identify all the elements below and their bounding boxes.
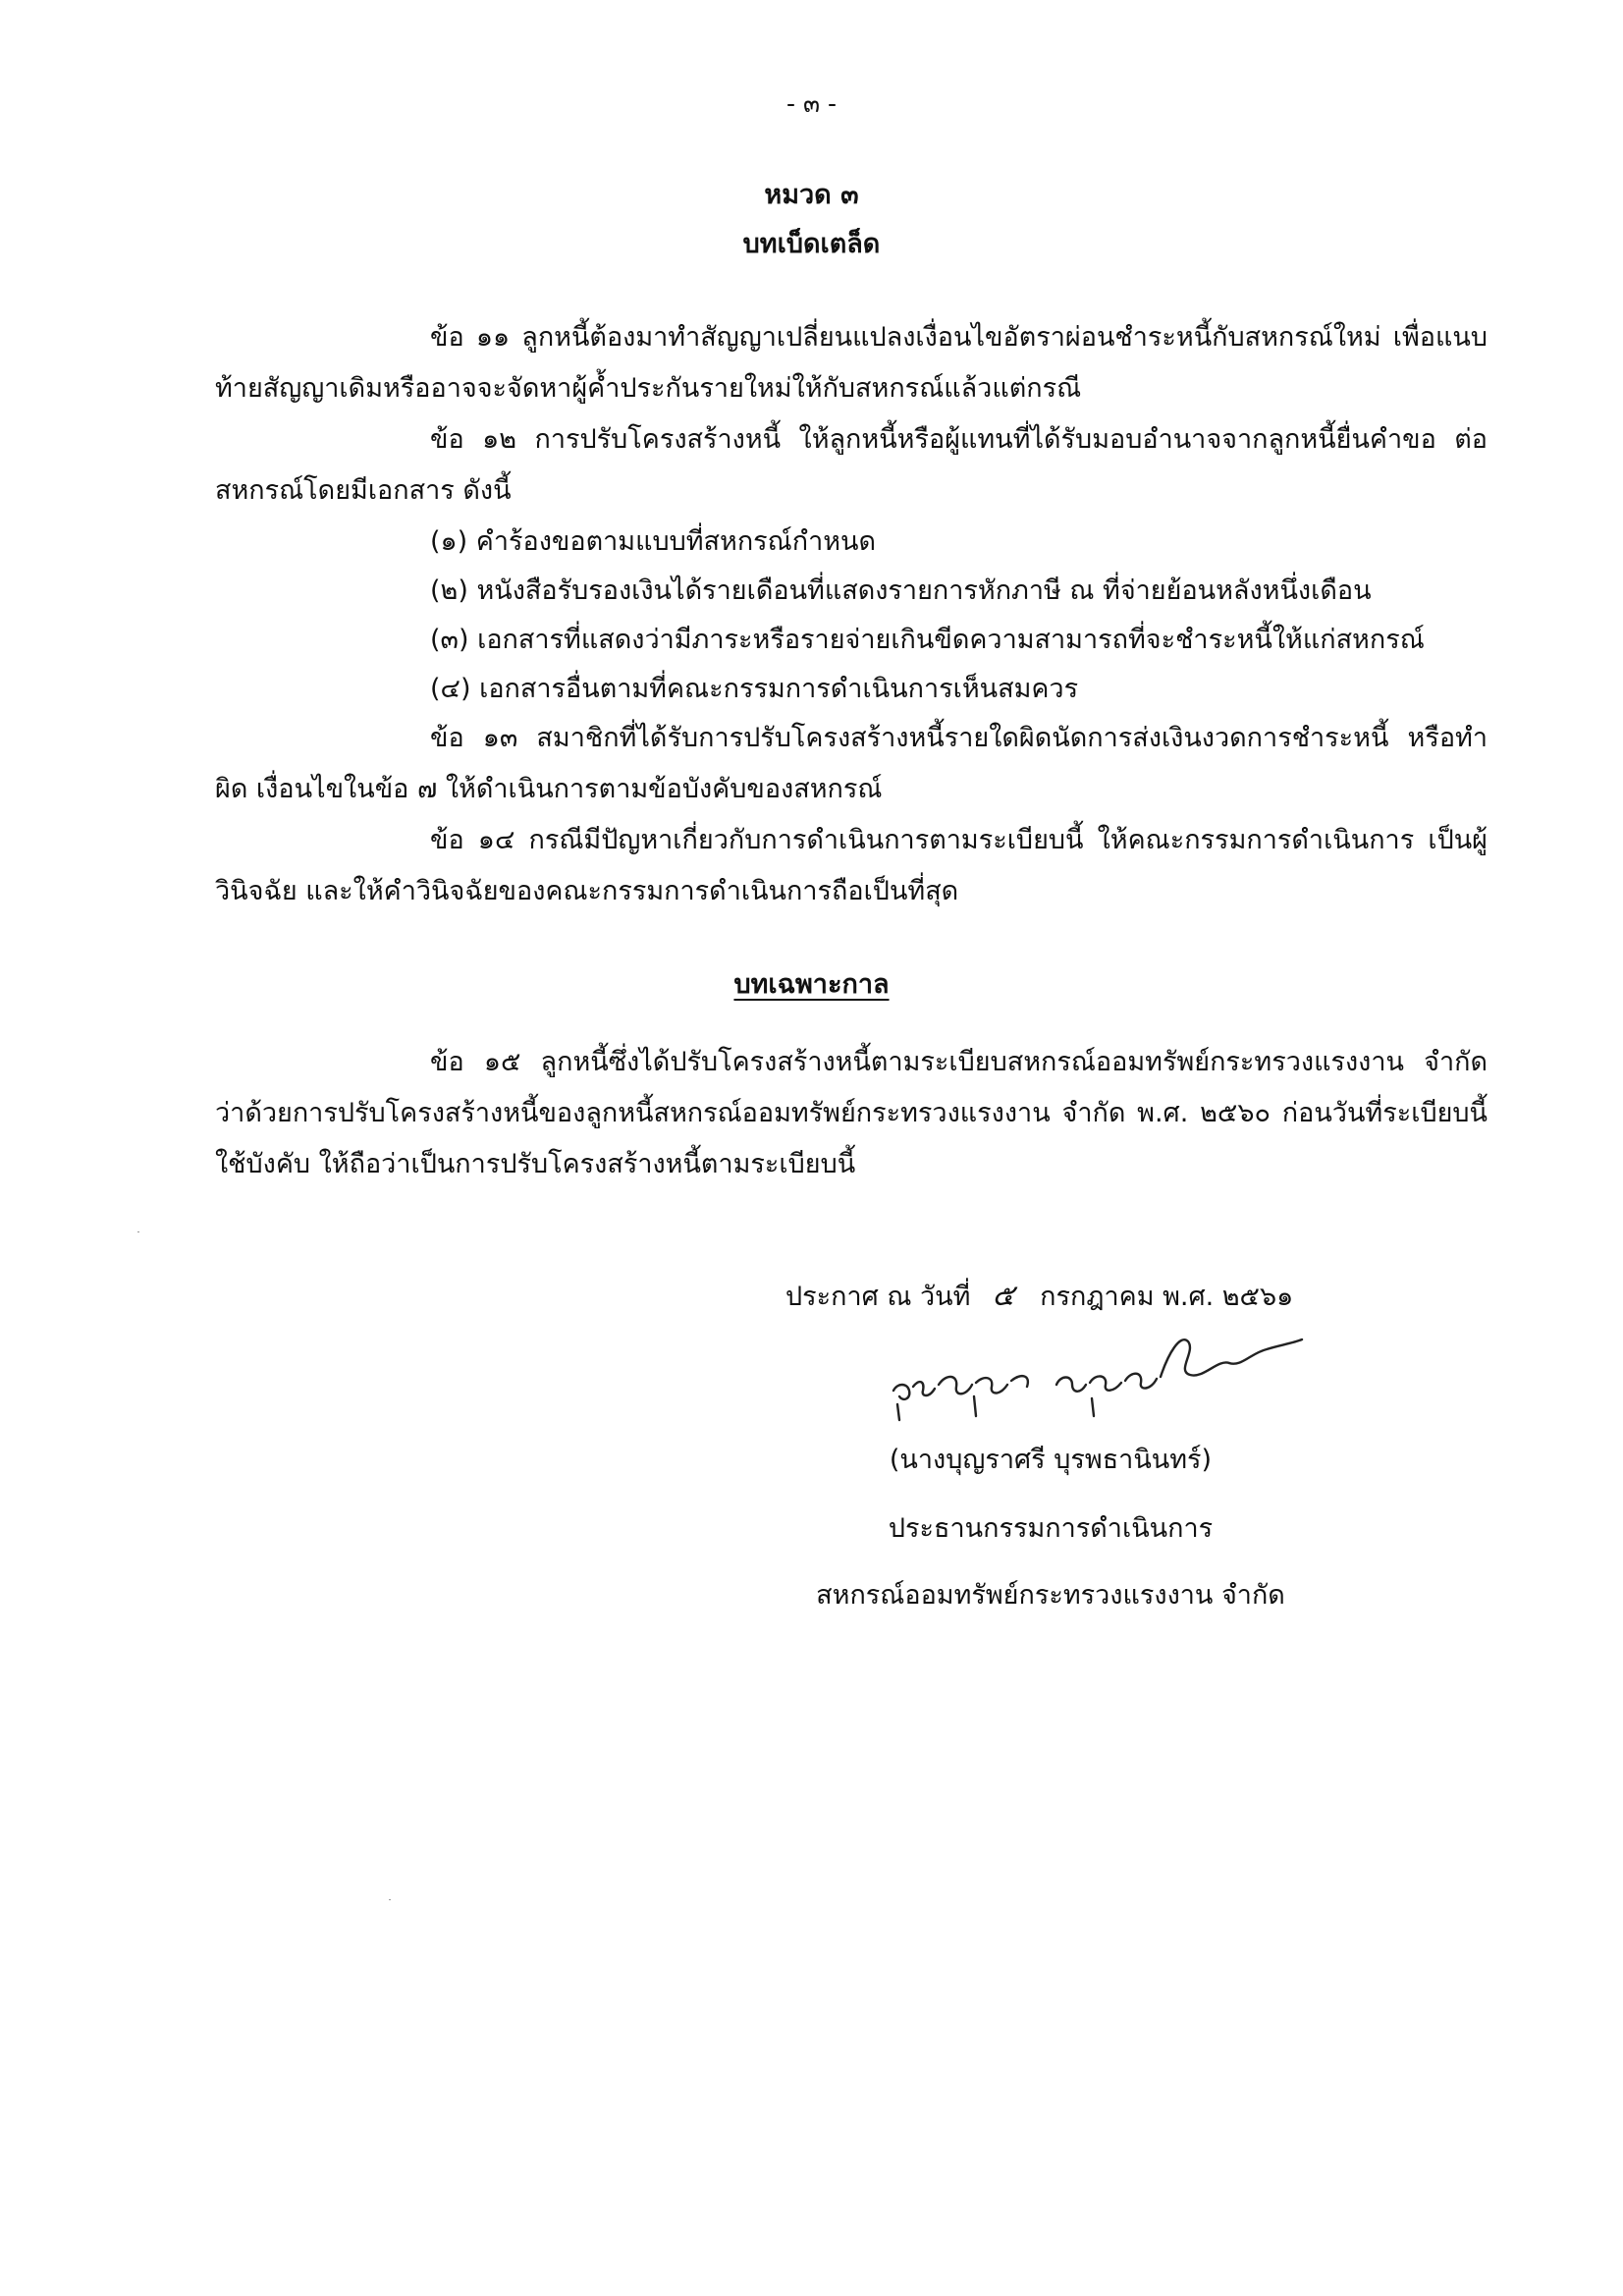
announcement-prefix: ประกาศ ณ วันที่ (785, 1282, 971, 1312)
signatory-position: ประธานกรรมการดำเนินการ (888, 1513, 1214, 1544)
clause-12: ข้อ ๑๒ การปรับโครงสร้างหนี้ ให้ลูกหนี้หรือผู้แทนที่ได้รับมอบอำนาจจากลูกหนี้ยื่นคำขอ ต่อสหกรณ์โดยมีเอกสาร ดังนี้ (215, 424, 1488, 506)
announcement-month-year: กรกฎาคม พ.ศ. ๒๕๖๑ (1040, 1282, 1294, 1312)
transitional-section-title (0, 962, 1623, 1005)
chapter-title: บทเบ็ดเตล็ด (742, 229, 881, 259)
clause-15: ข้อ ๑๕ ลูกหนี้ซึ่งได้ปรับโครงสร้างหนี้ตามระเบียบสหกรณ์ออมทรัพย์กระทรวงแรงงาน จำกัด ว่าด้วยการปรับโครงสร้างหนี้ของลูกหนี้สหกรณ์ออมทรัพย์กระทรวงแรงงาน จำกัด พ.ศ. ๒๕๖๐ ก่อนวันที่ระเบียบนี้ ใช้บังคับ ให้ถือว่าเป็นการปรับโครงสร้างหนี้ตามระเบียบนี้ (215, 1047, 1488, 1179)
scan-speck (389, 1899, 391, 1900)
clause-12-item-3: (๓) เอกสารที่แสดงว่ามีภาระหรือรายจ่ายเกินขีดความสามารถที่จะชำระหนี้ให้แก่สหกรณ์ (430, 625, 1425, 655)
signatory-name: (นางบุญราศรี บุรพธานินทร์) (889, 1445, 1213, 1475)
clause-12-item-4: (๔) เอกสารอื่นตามที่คณะกรรมการดำเนินการเห็นสมควร (430, 674, 1079, 704)
handwritten-signature (864, 1314, 1325, 1422)
transitional-section-title-text: บทเฉพาะกาล (733, 969, 890, 1000)
clause-11: ข้อ ๑๑ ลูกหนี้ต้องมาทำสัญญาเปลี่ยนแปลงเงื่อนไขอัตราผ่อนชำระหนี้กับสหกรณ์ใหม่ เพื่อแนบท้ายสัญญาเดิมหรืออาจจะจัดหาผู้ค้ำประกันรายใหม่ให้กับสหกรณ์แล้วแต่กรณี (215, 322, 1488, 404)
announcement-day: ๕ (992, 1279, 1015, 1313)
page-number: - ๓ - (785, 89, 838, 118)
clause-13: ข้อ ๑๓ สมาชิกที่ได้รับการปรับโครงสร้างหนี้รายใดผิดนัดการส่งเงินงวดการชำระหนี้ หรือทำผิด เงื่อนไขในข้อ ๗ ให้ดำเนินการตามข้อบังคับของสหกรณ์ (215, 723, 1488, 804)
chapter-number: หมวด ๓ (764, 180, 859, 210)
clause-14: ข้อ ๑๔ กรณีมีปัญหาเกี่ยวกับการดำเนินการตามระเบียบนี้ ให้คณะกรรมการดำเนินการ เป็นผู้วินิจฉัย และให้คำวินิจฉัยของคณะกรรมการดำเนินการถือเป็นที่สุด (215, 825, 1488, 906)
announcement-date (785, 1273, 1293, 1319)
signatory-organization: สหกรณ์ออมทรัพย์กระทรวงแรงงาน จำกัด (816, 1580, 1285, 1611)
clause-12-item-1: (๑) คำร้องขอตามแบบที่สหกรณ์กำหนด (430, 526, 877, 557)
scan-speck (137, 1231, 139, 1232)
clause-12-item-2: (๒) หนังสือรับรองเงินได้รายเดือนที่แสดงรายการหักภาษี ณ ที่จ่ายย้อนหลังหนึ่งเดือน (430, 575, 1372, 606)
